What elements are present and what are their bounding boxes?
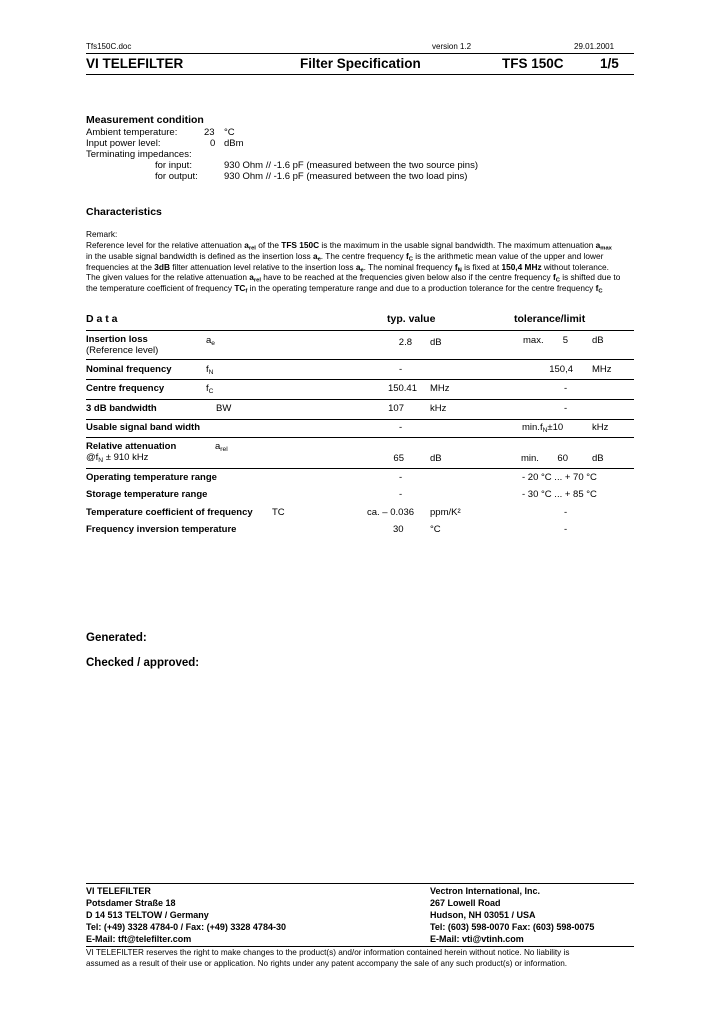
nominal-frequency-typ: -: [399, 364, 403, 375]
relative-attenuation-unit: dB: [430, 453, 442, 464]
for-output-value: 930 Ohm // -1.6 pF (measured between the two load pins): [224, 171, 468, 182]
footer-left-city: D 14 513 TELTOW / Germany: [86, 910, 209, 920]
footer-left-company: VI TELEFILTER: [86, 886, 151, 896]
nominal-frequency-symbol: $f_N$: [206, 364, 214, 376]
relative-attenuation-sublabel: $@f_N \pm 910$ kHz: [86, 452, 149, 464]
col-header-tolerance: tolerance/limit: [514, 313, 586, 325]
table-rule: [86, 379, 634, 380]
title-rule: [86, 74, 634, 75]
for-output-label: for output:: [155, 171, 198, 182]
footer-left-email: E-Mail: tft@telefilter.com: [86, 934, 192, 944]
footer-rule-bottom: [86, 946, 634, 947]
footer-right-street: 267 Lowell Road: [430, 898, 501, 908]
bandwidth-3db-tol: -: [564, 403, 568, 414]
date-label: 29.01.2001: [574, 42, 615, 51]
table-rule: [86, 359, 634, 360]
footer-left-phone: Tel: (+49) 3328 4784-0 / Fax: (+49) 3328 4784-30: [86, 922, 286, 932]
relative-attenuation-tol: 60: [557, 453, 568, 464]
inversion-temp-tol: -: [564, 524, 568, 535]
footer-right-email: E-Mail: vti@vtinh.com: [430, 934, 524, 944]
usable-bandwidth-label: Usable signal band width: [86, 422, 201, 433]
insertion-loss-tol: 5: [562, 335, 568, 346]
storage-temp-tol: - 30 °C ... + 85 °C: [522, 489, 597, 500]
remark-line-4: The given values for the relative attenuation $a_{rel}$ have to be reached at the frequencies given below also if the centre frequency $f_C$ is shifted due to: [86, 272, 621, 284]
insertion-loss-symbol: $a_e$: [206, 335, 215, 347]
centre-frequency-label: Centre frequency: [86, 383, 165, 394]
for-input-label: for input:: [155, 160, 192, 171]
disclaimer-line-2: assumed as a result of their use or application. No rights under any patent accompany the sale of any such product(s) or information.: [86, 959, 568, 968]
insertion-loss-sublabel: (Reference level): [86, 345, 159, 356]
nominal-frequency-tol: 150,4: [549, 364, 573, 375]
bandwidth-3db-symbol: BW: [216, 403, 232, 414]
version-label: version 1.2: [432, 42, 472, 51]
usable-bandwidth-tol: $\min.f_N\pm 10$: [522, 422, 564, 434]
centre-frequency-symbol: $f_C$: [206, 383, 214, 395]
table-rule: [86, 437, 634, 438]
operating-temp-tol: - 20 °C ... + 70 °C: [522, 472, 597, 483]
footer-right-city: Hudson, NH 03051 / USA: [430, 910, 536, 920]
table-rule: [86, 419, 634, 420]
company-title: VI TELEFILTER: [86, 56, 184, 71]
remark-line-3: frequencies at the 3dB filter attenuation level relative to the insertion loss $a_e$. The nominal frequency $f_N$ is fixed at 150,4 MHz without tolerance.: [86, 262, 609, 274]
usable-bandwidth-tol-unit: kHz: [592, 422, 609, 433]
remark-line-5: the temperature coefficient of frequency $TC_f$ in the operating temperature range and due to a production tolerance for the centre frequency $f_C$: [86, 283, 603, 295]
bandwidth-3db-label: 3 dB bandwidth: [86, 403, 157, 414]
col-header-typ: typ. value: [387, 313, 436, 325]
relative-attenuation-tol-unit: dB: [592, 453, 604, 464]
input-power-label: Input power level:: [86, 138, 161, 149]
temp-coefficient-tol: -: [564, 507, 568, 518]
col-header-data: D a t a: [86, 313, 118, 325]
insertion-loss-unit: dB: [430, 337, 442, 348]
input-power-value: 0: [210, 138, 216, 149]
footer-right-phone: Tel: (603) 598-0070 Fax: (603) 598-0075: [430, 922, 595, 932]
operating-temp-label: Operating temperature range: [86, 472, 217, 483]
file-name: Tfs150C.doc: [86, 42, 132, 51]
centre-frequency-tol: -: [564, 383, 568, 394]
terminating-label: Terminating impedances:: [86, 149, 192, 160]
ambient-value: 23: [204, 127, 215, 138]
insertion-loss-tol-pre: max.: [523, 335, 544, 346]
storage-temp-typ: -: [399, 489, 403, 500]
doc-title: Filter Specification: [300, 56, 421, 71]
part-number: TFS 150C: [502, 56, 564, 71]
ambient-unit: °C: [224, 127, 235, 138]
disclaimer-line-1: VI TELEFILTER reserves the right to make changes to the product(s) and/or information contained herein without notice. No liability is: [86, 948, 570, 957]
insertion-loss-tol-unit: dB: [592, 335, 604, 346]
header-rule: [86, 53, 634, 54]
input-power-unit: dBm: [224, 138, 244, 149]
footer-right-company: Vectron International, Inc.: [430, 886, 541, 896]
characteristics-title: Characteristics: [86, 206, 162, 218]
relative-attenuation-typ: 65: [393, 453, 404, 464]
insertion-loss-typ: 2.8: [398, 337, 412, 348]
storage-temp-label: Storage temperature range: [86, 489, 208, 500]
table-rule-top: [86, 330, 634, 331]
temp-coefficient-label: Temperature coefficient of frequency: [86, 507, 253, 518]
footer-rule: [86, 883, 634, 884]
centre-frequency-unit: MHz: [430, 383, 450, 394]
remark-label: Remark:: [86, 229, 118, 239]
relative-attenuation-label: Relative attenuation: [86, 441, 177, 452]
centre-frequency-typ: 150.41: [387, 383, 417, 394]
ambient-label: Ambient temperature:: [86, 127, 178, 138]
remark-line-1: Reference level for the relative attenuation $a_{rel}$ of the TFS 150C is the maximum in the usable signal bandwidth. The maximum attenuation $a_{max}$: [86, 240, 612, 252]
relative-attenuation-tol-pre: min.: [521, 453, 539, 464]
checked-approved-label: Checked / approved:: [86, 657, 200, 669]
measurement-title: Measurement condition: [86, 114, 204, 126]
temp-coefficient-typ: ca. – 0.036: [367, 507, 415, 518]
relative-attenuation-symbol: $a_{rel}$: [215, 441, 228, 453]
footer-left-street: Potsdamer Straße 18: [86, 898, 176, 908]
nominal-frequency-label: Nominal frequency: [86, 364, 172, 375]
page-number: 1/5: [600, 56, 619, 71]
for-input-value: 930 Ohm // -1.6 pF (measured between the two source pins): [224, 160, 478, 171]
inversion-temp-unit: °C: [430, 524, 441, 535]
inversion-temp-typ: 30: [393, 524, 404, 535]
operating-temp-typ: -: [399, 472, 403, 483]
temp-coefficient-unit: ppm/K²: [430, 507, 461, 518]
bandwidth-3db-typ: 107: [388, 403, 404, 414]
bandwidth-3db-unit: kHz: [430, 403, 447, 414]
usable-bandwidth-typ: -: [399, 422, 403, 433]
generated-label: Generated:: [86, 632, 147, 644]
temp-coefficient-symbol: TC: [272, 507, 285, 518]
remark-line-2: in the usable signal bandwidth is defined as the insertion loss $a_e$. The centre frequency $f_C$ is the arithmetic mean value of the upper and lower: [86, 251, 604, 263]
insertion-loss-label: Insertion loss: [86, 334, 148, 345]
inversion-temp-label: Frequency inversion temperature: [86, 524, 237, 535]
table-rule: [86, 468, 634, 469]
table-rule: [86, 399, 634, 400]
nominal-frequency-tol-unit: MHz: [592, 364, 612, 375]
